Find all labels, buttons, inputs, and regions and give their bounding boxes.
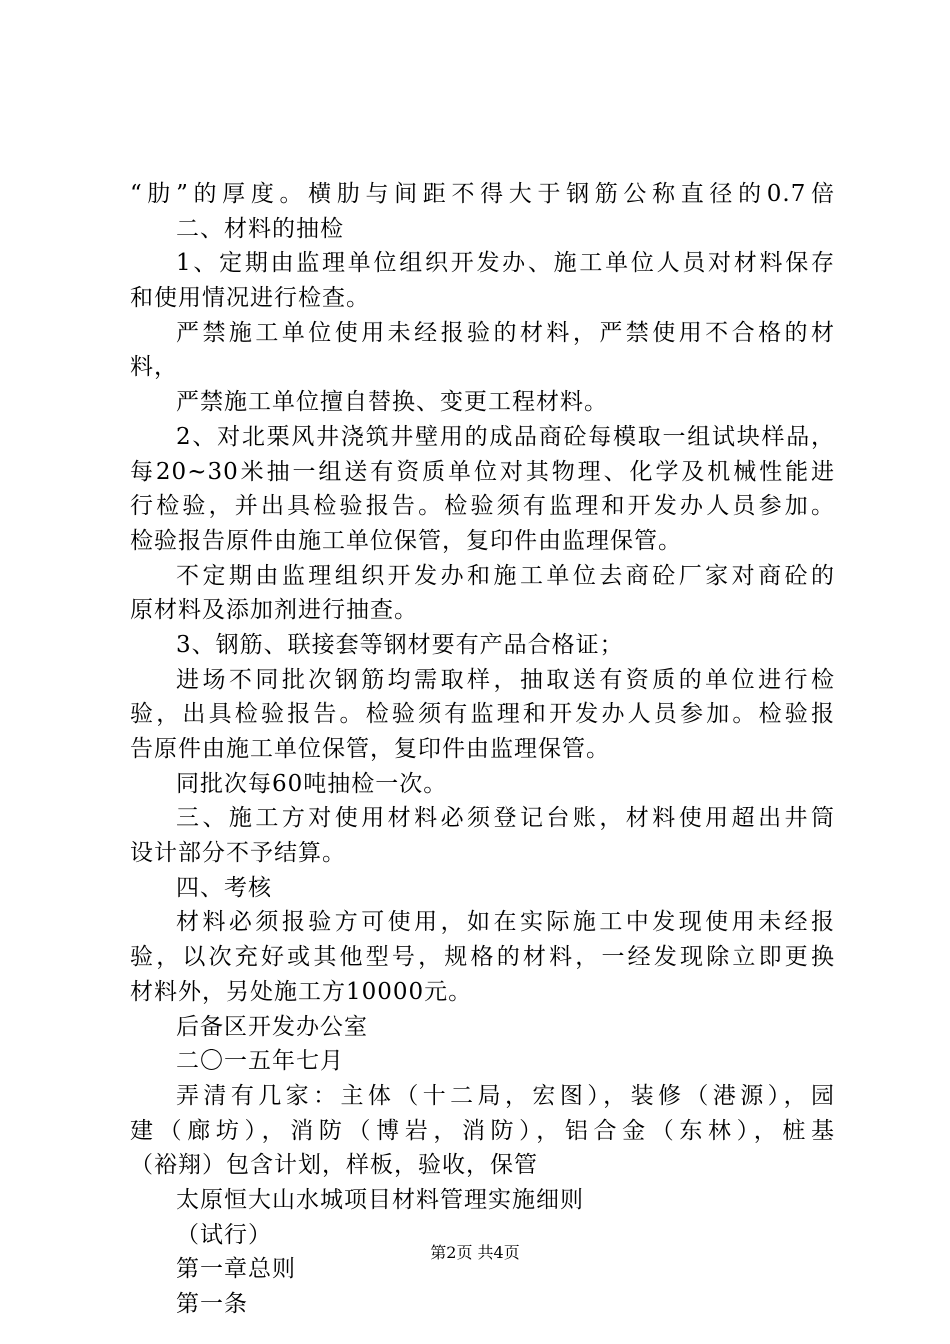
page-number-footer: 第2页 共4页 [430,1243,520,1262]
document-body [130,177,835,1322]
text-line: 材料外，另处施工方10000元。 [130,978,473,1005]
text-line: 严禁施工单位使用未经报验的材料，严禁使用不合格的材 [176,319,835,346]
text-line: 二〇一五年七月 [176,1048,344,1075]
text-line: 不定期由监理组织开发办和施工单位去商砼厂家对商砼的 [176,562,835,589]
text-line: 检验报告原件由施工单位保管，复印件由监理保管。 [130,527,682,554]
text-line: 三、施工方对使用材料必须登记台账，材料使用超出井筒 [176,805,835,832]
text-line: 太原恒大山水城项目材料管理实施细则 [176,1186,584,1213]
text-line: 弄清有几家：主体（十二局，宏图），装修（港源），园 [176,1082,835,1109]
text-line: 第一章总则 [176,1256,296,1283]
text-line: 二、材料的抽检 [176,215,344,242]
text-line: 和使用情况进行检查。 [130,285,370,312]
text-line: 设计部分不予结算。 [130,840,346,867]
text-line: （试行） [176,1221,272,1248]
text-line: 后备区开发办公室 [176,1013,368,1040]
text-line: 建（廊坊），消防（博岩，消防），铝合金（东林），桩基 [130,1117,835,1144]
text-line: （裕翔）包含计划，样板，验收，保管 [130,1152,538,1179]
text-line: 进场不同批次钢筋均需取样，抽取送有资质的单位进行检 [176,666,835,693]
text-line: 严禁施工单位擅自替换、变更工程材料。 [176,389,608,416]
text-line: 验，出具检验报告。检验须有监理和开发办人员参加。检验报 [130,701,835,728]
text-line: 材料必须报验方可使用，如在实际施工中发现使用未经报 [176,909,835,936]
text-line: 每20~30米抽一组送有资质单位对其物理、化学及机械性能进 [130,458,835,485]
text-line: 料， [130,354,178,381]
text-line: 同批次每60吨抽检一次。 [176,770,448,797]
text-line: 2、对北栗风井浇筑井壁用的成品商砼每模取一组试块样品， [176,423,835,450]
text-line: 告原件由施工单位保管，复印件由监理保管。 [130,736,610,762]
text-line: 1、定期由监理单位组织开发办、施工单位人员对材料保存 [176,250,835,277]
text-line: 验，以次充好或其他型号，规格的材料，一经发现除立即更换 [130,944,835,971]
text-line: 四、考核 [176,874,272,901]
text-line: 3、钢筋、联接套等钢材要有产品合格证； [176,631,624,658]
text-line: “肋”的厚度。横肋与间距不得大于钢筋公称直径的0.7倍 [130,181,835,207]
text-line: 原材料及添加剂进行抽查。 [130,597,418,624]
text-line: 第一条 [176,1291,248,1317]
text-line: 行检验，并出具检验报告。检验须有监理和开发办人员参加。 [130,493,835,520]
